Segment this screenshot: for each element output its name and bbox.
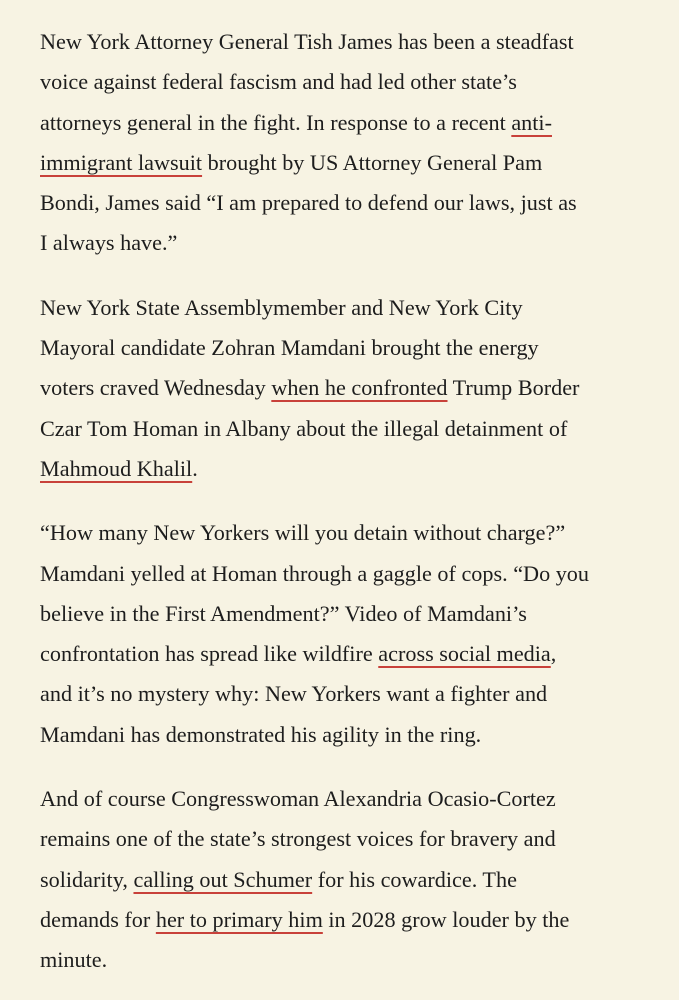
text-segment: in 2028 grow louder by the bbox=[322, 906, 570, 932]
paragraph-tish-james bbox=[40, 22, 645, 264]
paragraph-mamdani-confrontation bbox=[40, 288, 645, 489]
text-line bbox=[40, 449, 645, 489]
text-segment: demands for bbox=[40, 906, 156, 932]
text-line: Mamdani yelled at Homan through a gaggle of cops. “Do you bbox=[40, 560, 589, 586]
text-line bbox=[40, 143, 645, 183]
anti-immigrant-lawsuit-link-continued[interactable]: immigrant lawsuit bbox=[40, 149, 203, 175]
text-line: New York State Assemblymember and New York City bbox=[40, 294, 523, 320]
text-line bbox=[40, 860, 645, 900]
text-line: believe in the First Amendment?” Video of Mamdani’s bbox=[40, 600, 527, 626]
calling-out-schumer-link[interactable]: calling out Schumer bbox=[133, 866, 313, 892]
text-line: Mamdani has demonstrated his agility in the ring. bbox=[40, 721, 482, 747]
when-he-confronted-link[interactable]: when he confronted bbox=[271, 375, 448, 401]
text-line: New York Attorney General Tish James has been a steadfast bbox=[40, 29, 574, 54]
text-segment: for his cowardice. The bbox=[312, 866, 517, 892]
anti-immigrant-lawsuit-link[interactable]: anti- bbox=[511, 109, 552, 135]
text-line: minute. bbox=[40, 947, 108, 973]
mahmoud-khalil-link[interactable]: Mahmoud Khalil bbox=[40, 455, 193, 481]
text-line bbox=[40, 368, 645, 408]
text-line: “How many New Yorkers will you detain without charge?” bbox=[40, 520, 566, 546]
text-segment: attorneys general in the fight. In response to a recent bbox=[40, 109, 512, 135]
text-line: And of course Congresswoman Alexandria Ocasio-Cortez bbox=[40, 786, 556, 812]
text-line: remains one of the state’s strongest voices for bravery and bbox=[40, 826, 556, 852]
text-segment: . bbox=[192, 455, 198, 481]
text-segment: brought by US Attorney General Pam bbox=[202, 149, 543, 175]
her-to-primary-him-link[interactable]: her to primary him bbox=[155, 906, 323, 932]
text-line: and it’s no mystery why: New Yorkers want a fighter and bbox=[40, 681, 548, 707]
text-segment: Trump Border bbox=[447, 375, 580, 401]
text-line: Bondi, James said “I am prepared to defend our laws, just as bbox=[40, 190, 577, 216]
text-line: Czar Tom Homan in Albany about the illegal detainment of bbox=[40, 415, 568, 441]
paragraph-mamdani-quote bbox=[40, 513, 645, 755]
text-line: Mayoral candidate Zohran Mamdani brought the energy bbox=[40, 335, 539, 361]
text-line bbox=[40, 634, 645, 674]
text-segment: , bbox=[550, 641, 557, 667]
text-segment: voters craved Wednesday bbox=[40, 375, 272, 401]
text-segment: solidarity, bbox=[40, 866, 134, 892]
across-social-media-link[interactable]: across social media bbox=[378, 641, 551, 667]
text-line: voice against federal fascism and had led other state’s bbox=[40, 69, 517, 95]
text-line bbox=[40, 900, 645, 940]
paragraph-aoc bbox=[40, 779, 645, 980]
text-segment: confrontation has spread like wildfire bbox=[40, 641, 379, 667]
text-line: I always have.” bbox=[40, 230, 178, 256]
text-line bbox=[40, 103, 645, 143]
